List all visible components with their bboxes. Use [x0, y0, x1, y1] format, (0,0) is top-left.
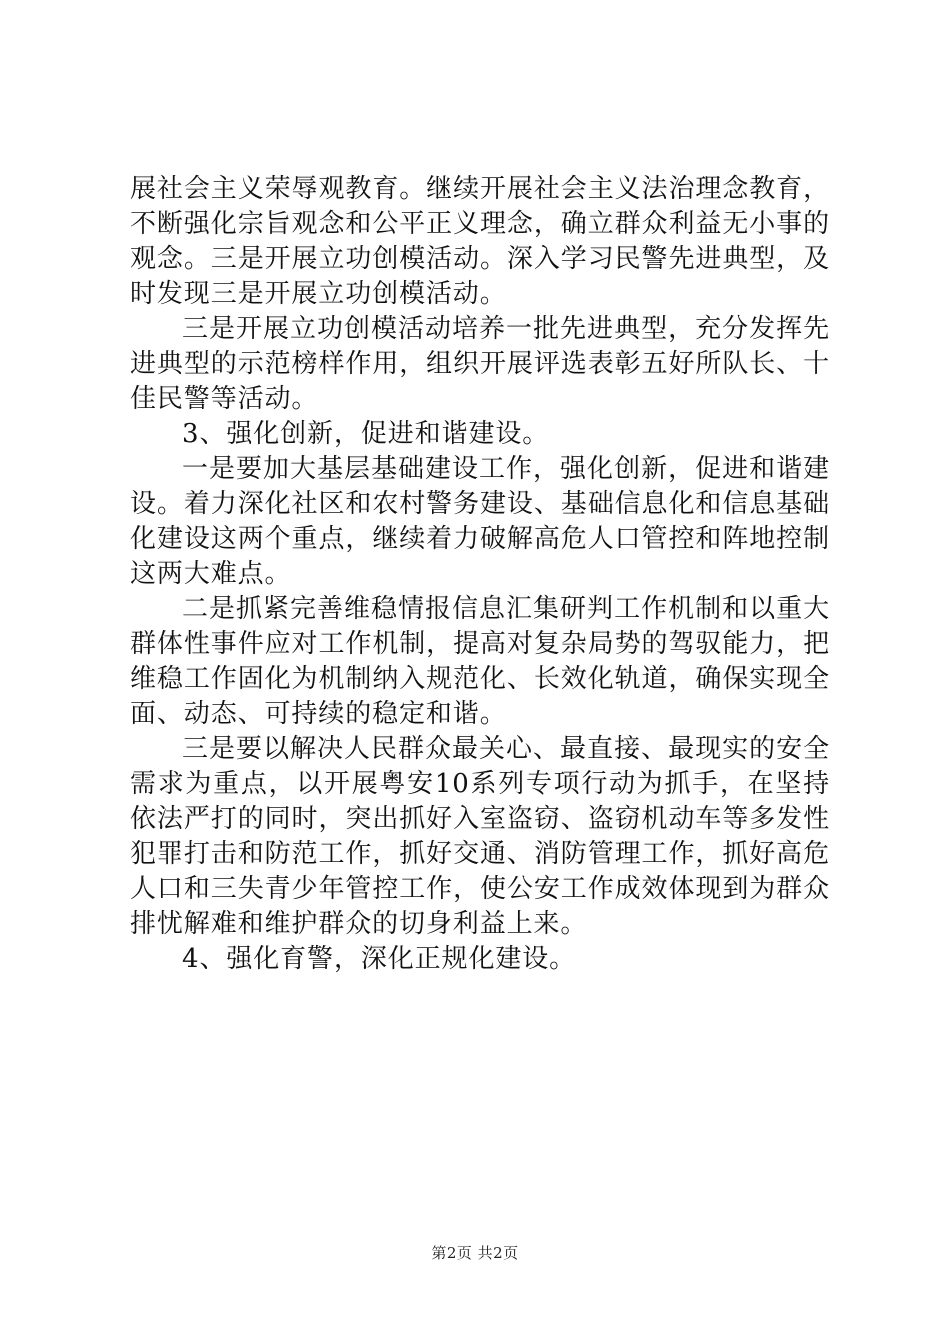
- paragraph: 展社会主义荣辱观教育。继续开展社会主义法治理念教育，不断强化宗旨观念和公平正义理念，确立群众利益无小事的观念。三是开展立功创模活动。深入学习民警先进典型，及时发现三是开展立功创模活动。: [130, 174, 830, 309]
- document-body: [130, 172, 830, 977]
- paragraph: 一是要加大基层基础建设工作，强化创新，促进和谐建设。着力深化社区和农村警务建设、基础信息化和信息基础化建设这两个重点，继续着力破解高危人口管控和阵地控制这两大难点。: [130, 454, 830, 589]
- paragraph: 二是抓紧完善维稳情报信息汇集研判工作机制和以重大群体性事件应对工作机制，提高对复杂局势的驾驭能力，把维稳工作固化为机制纳入规范化、长效化轨道，确保实现全面、动态、可持续的稳定和谐。: [130, 594, 830, 729]
- page-number-footer: 第2页 共2页: [431, 1244, 519, 1262]
- section-heading: 3、强化创新，促进和谐建设。: [182, 419, 550, 449]
- paragraph: 三是要以解决人民群众最关心、最直接、最现实的安全需求为重点，以开展粤安10系列专项行动为抓手，在坚持依法严打的同时，突出抓好入室盗窃、盗窃机动车等多发性犯罪打击和防范工作，抓好交通、消防管理工作，抓好高危人口和三失青少年管控工作，使公安工作成效体现到为群众排忧解难和维护群众的切身利益上来。: [130, 734, 830, 939]
- section-heading: 4、强化育警，深化正规化建设。: [182, 944, 577, 974]
- paragraph: 三是开展立功创模活动培养一批先进典型，充分发挥先进典型的示范榜样作用，组织开展评选表彰五好所队长、十佳民警等活动。: [130, 314, 830, 414]
